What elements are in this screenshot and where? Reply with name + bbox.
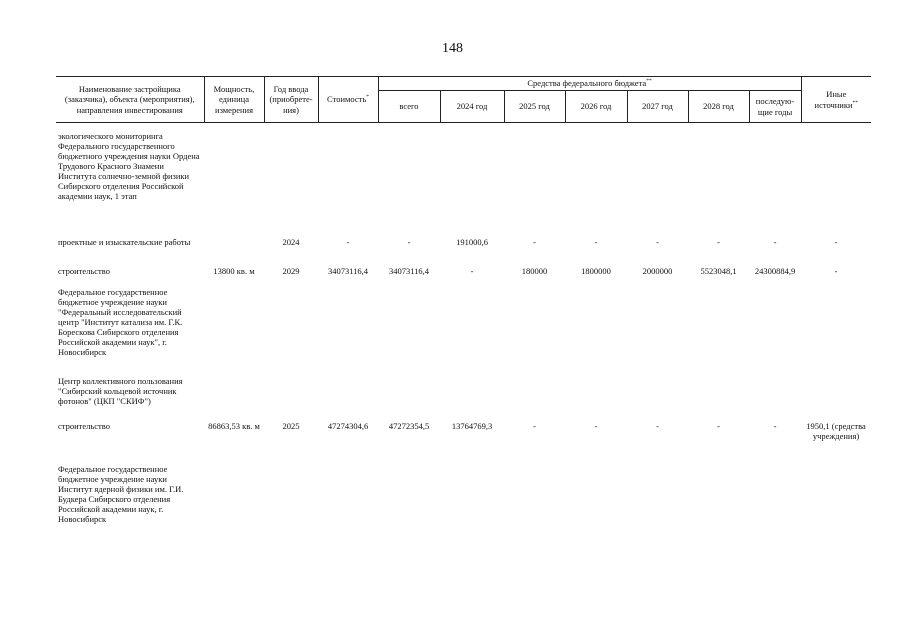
row-year <box>264 464 318 544</box>
row-year <box>264 131 318 237</box>
row-2028 <box>688 376 749 421</box>
row-2024 <box>440 376 504 421</box>
row-2024 <box>440 464 504 544</box>
row-total <box>378 376 440 421</box>
row-cost <box>318 376 378 421</box>
row-2024: 13764769,3 <box>451 421 493 431</box>
row-2027 <box>627 131 688 237</box>
row-later: 24300884,9 <box>754 266 796 276</box>
row-2028 <box>688 287 749 376</box>
row-capacity: 86863,53 кв. м <box>208 421 260 431</box>
row-2024: - <box>470 266 474 276</box>
header-name: Наименование застройщика (заказчика), объекта (мероприятия), направления инвестирования <box>56 77 204 123</box>
row-capacity <box>204 376 264 421</box>
table-row <box>56 464 871 544</box>
row-name: Федеральное государственное бюджетное учреждение науки "Федеральный исследовательский центр "Институт катализа им. Г.К. Борескова Сибирского отделения Российской академии наук", г. Новосибирск <box>58 287 183 357</box>
header-capacity: Мощность, единица измерения <box>204 77 264 123</box>
row-2026: 1800000 <box>581 266 611 276</box>
row-2026: - <box>594 237 598 247</box>
row-2028 <box>688 464 749 544</box>
row-2025: - <box>533 237 536 247</box>
row-capacity <box>204 131 264 237</box>
row-name: проектные и изыскательские работы <box>58 237 191 247</box>
row-2027 <box>627 376 688 421</box>
table-row <box>56 287 871 376</box>
row-2024: 191000,6 <box>456 237 488 247</box>
table-body <box>56 123 871 545</box>
header-2025: 2025 год <box>504 91 565 123</box>
row-later: - <box>773 237 777 247</box>
row-cost <box>318 131 378 237</box>
row-2026 <box>565 287 627 376</box>
table-header <box>56 77 871 123</box>
header-federal-note: ** <box>646 78 652 85</box>
row-other: - <box>834 266 838 276</box>
investment-table <box>56 76 871 544</box>
row-later <box>749 376 801 421</box>
table-row <box>56 237 871 266</box>
row-other <box>801 287 871 376</box>
header-total: всего <box>378 91 440 123</box>
table-row <box>56 131 871 237</box>
header-2024: 2024 год <box>440 91 504 123</box>
row-total <box>378 464 440 544</box>
row-later <box>749 464 801 544</box>
header-federal-group <box>378 77 801 91</box>
row-2026: - <box>594 421 598 431</box>
row-name: строительство <box>58 266 110 276</box>
row-2025 <box>504 287 565 376</box>
row-2025 <box>504 376 565 421</box>
row-total: - <box>407 237 411 247</box>
row-cost <box>318 464 378 544</box>
row-name: Федеральное государственное бюджетное учреждение науки Институт ядерной физики им. Г.И. Будкера Сибирского отделения Российской академии наук, г. Новосибирск <box>58 464 184 524</box>
row-2024 <box>440 131 504 237</box>
row-other <box>801 131 871 237</box>
row-other: 1950,1 (средства учреждения) <box>806 421 866 441</box>
header-other <box>801 77 871 123</box>
row-2026 <box>565 131 627 237</box>
table-row <box>56 376 871 421</box>
header-federal-label: Средства федерального бюджета <box>527 78 647 89</box>
row-other: - <box>834 237 838 247</box>
row-name: экологического мониторинга Федерального государственного бюджетного учреждения науки Ордена Трудового Красного Знамени Института солнечно-земной физики Сибирского отделения Российской академии наук, 1 этап <box>58 131 200 201</box>
header-later: последую-щие годы <box>749 91 801 123</box>
table-row <box>56 266 871 287</box>
table-row <box>56 421 871 464</box>
row-2024 <box>440 287 504 376</box>
row-2028 <box>688 131 749 237</box>
row-year: 2029 <box>282 266 300 276</box>
row-total <box>378 131 440 237</box>
row-capacity <box>204 287 264 376</box>
row-2028: 5523048,1 <box>700 266 737 276</box>
row-2027 <box>627 464 688 544</box>
row-2025 <box>504 131 565 237</box>
header-cost-label: Стоимость <box>327 94 367 105</box>
row-year <box>264 287 318 376</box>
header-2027: 2027 год <box>627 91 688 123</box>
row-2027: 2000000 <box>642 266 673 276</box>
header-other-label: Иные источники <box>814 89 853 110</box>
row-cost: 47274304,6 <box>327 421 369 431</box>
row-later: - <box>773 421 777 431</box>
row-other <box>801 376 871 421</box>
row-cost <box>318 287 378 376</box>
row-2026 <box>565 464 627 544</box>
row-total: 34073116,4 <box>388 266 430 276</box>
row-2026 <box>565 376 627 421</box>
row-2028: - <box>717 237 720 247</box>
header-2026: 2026 год <box>565 91 627 123</box>
row-2025: - <box>533 421 536 431</box>
row-2025 <box>504 464 565 544</box>
row-capacity <box>204 237 264 266</box>
row-later <box>749 287 801 376</box>
row-name: строительство <box>58 421 110 431</box>
row-capacity: 13800 кв. м <box>213 266 255 276</box>
row-2027 <box>627 287 688 376</box>
row-other <box>801 464 871 544</box>
row-later <box>749 131 801 237</box>
row-year: 2025 <box>282 421 300 431</box>
row-year: 2024 <box>282 237 300 247</box>
header-cost <box>318 77 378 123</box>
row-total <box>378 287 440 376</box>
header-2028: 2028 год <box>688 91 749 123</box>
header-year: Год ввода (приобрете-ния) <box>264 77 318 123</box>
row-2028: - <box>717 421 720 431</box>
row-cost: - <box>346 237 350 247</box>
row-2027: - <box>656 237 659 247</box>
row-total: 47272354,5 <box>388 421 430 431</box>
header-cost-note: * <box>366 94 369 101</box>
header-other-note: ** <box>852 99 859 106</box>
page-number: 148 <box>442 41 463 56</box>
row-2025: 180000 <box>521 266 548 276</box>
row-cost: 34073116,4 <box>327 266 369 276</box>
row-capacity <box>204 464 264 544</box>
row-2027: - <box>656 421 659 431</box>
row-year <box>264 376 318 421</box>
row-name: Центр коллективного пользования "Сибирский кольцевой источник фотонов" (ЦКП "СКИФ") <box>58 376 183 406</box>
